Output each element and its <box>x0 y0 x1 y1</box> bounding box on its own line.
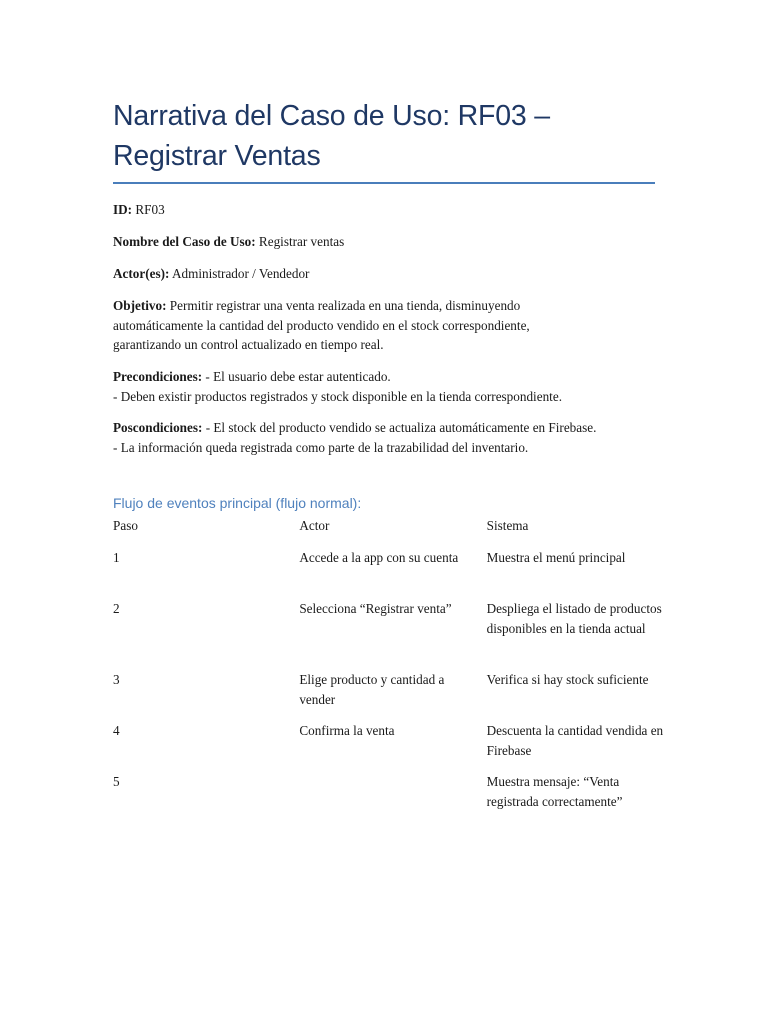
field-actores <box>113 264 673 284</box>
step-number: 2 <box>113 601 120 616</box>
table-row <box>113 772 673 823</box>
document-title <box>113 96 655 176</box>
precondiciones-line-1 <box>113 367 673 387</box>
system-response: Muestra el menú principal <box>486 550 626 565</box>
field-objetivo-label: Objetivo: <box>113 298 167 313</box>
title-line-2: Registrar Ventas <box>113 140 321 172</box>
system-response: Muestra mensaje: “Venta registrada correctamente” <box>486 774 623 809</box>
actor-action: Confirma la venta <box>299 723 395 738</box>
poscondiciones-line-1 <box>113 418 673 438</box>
poscondiciones-text-1: - El stock del producto vendido se actualiza automáticamente en Firebase. <box>205 420 597 435</box>
flow-table-header <box>113 516 673 548</box>
field-actores-value: Administrador / Vendedor <box>171 266 310 281</box>
title-underline <box>113 182 655 184</box>
title-line-1: Narrativa del Caso de Uso: RF03 – <box>113 100 550 132</box>
document-page <box>113 96 664 809</box>
table-row <box>113 599 673 670</box>
system-response: Despliega el listado de productos disponibles en la tienda actual <box>486 601 662 636</box>
field-precondiciones <box>113 367 673 406</box>
field-objetivo <box>113 296 673 355</box>
column-header-step: Paso <box>113 518 138 533</box>
field-poscondiciones-label: Poscondiciones: <box>113 420 203 435</box>
flow-table <box>113 516 673 823</box>
actor-action: Elige producto y cantidad a vender <box>299 672 445 707</box>
step-number: 4 <box>113 723 120 738</box>
precondiciones-text-2: - Deben existir productos registrados y stock disponible en la tienda correspondiente. <box>113 388 562 404</box>
field-poscondiciones <box>113 418 673 457</box>
field-nombre-value: Registrar ventas <box>258 234 345 249</box>
table-row <box>113 670 673 721</box>
column-header-actor: Actor <box>299 518 330 533</box>
system-response: Verifica si hay stock suficiente <box>486 672 649 687</box>
step-number: 5 <box>113 774 120 789</box>
precondiciones-text-1: - El usuario debe estar autenticado. <box>205 369 391 384</box>
field-precondiciones-label: Precondiciones: <box>113 369 203 384</box>
table-row <box>113 548 673 599</box>
field-id-value: RF03 <box>135 202 165 217</box>
step-number: 1 <box>113 550 120 565</box>
objetivo-text-2: automáticamente la cantidad del producto vendido en el stock correspondiente, <box>113 317 530 333</box>
field-nombre-label: Nombre del Caso de Uso: <box>113 234 256 249</box>
flow-heading: Flujo de eventos principal (flujo normal): <box>113 495 362 511</box>
field-nombre <box>113 232 673 252</box>
objetivo-line-1 <box>113 296 673 316</box>
objetivo-text-3: garantizando un control actualizado en tiempo real. <box>113 337 384 352</box>
field-id-label: ID: <box>113 202 133 217</box>
objetivo-text-1: Permitir registrar una venta realizada en una tienda, disminuyendo <box>169 298 521 313</box>
field-actores-label: Actor(es): <box>113 266 170 281</box>
poscondiciones-text-2: - La información queda registrada como parte de la trazabilidad del inventario. <box>113 439 529 455</box>
step-number: 3 <box>113 672 120 687</box>
actor-action: Accede a la app con su cuenta <box>299 550 459 565</box>
table-row <box>113 721 673 772</box>
column-header-system: Sistema <box>486 518 529 533</box>
actor-action: Selecciona “Registrar venta” <box>299 601 452 616</box>
system-response: Descuenta la cantidad vendida en Firebase <box>486 723 664 758</box>
field-id <box>113 200 673 220</box>
